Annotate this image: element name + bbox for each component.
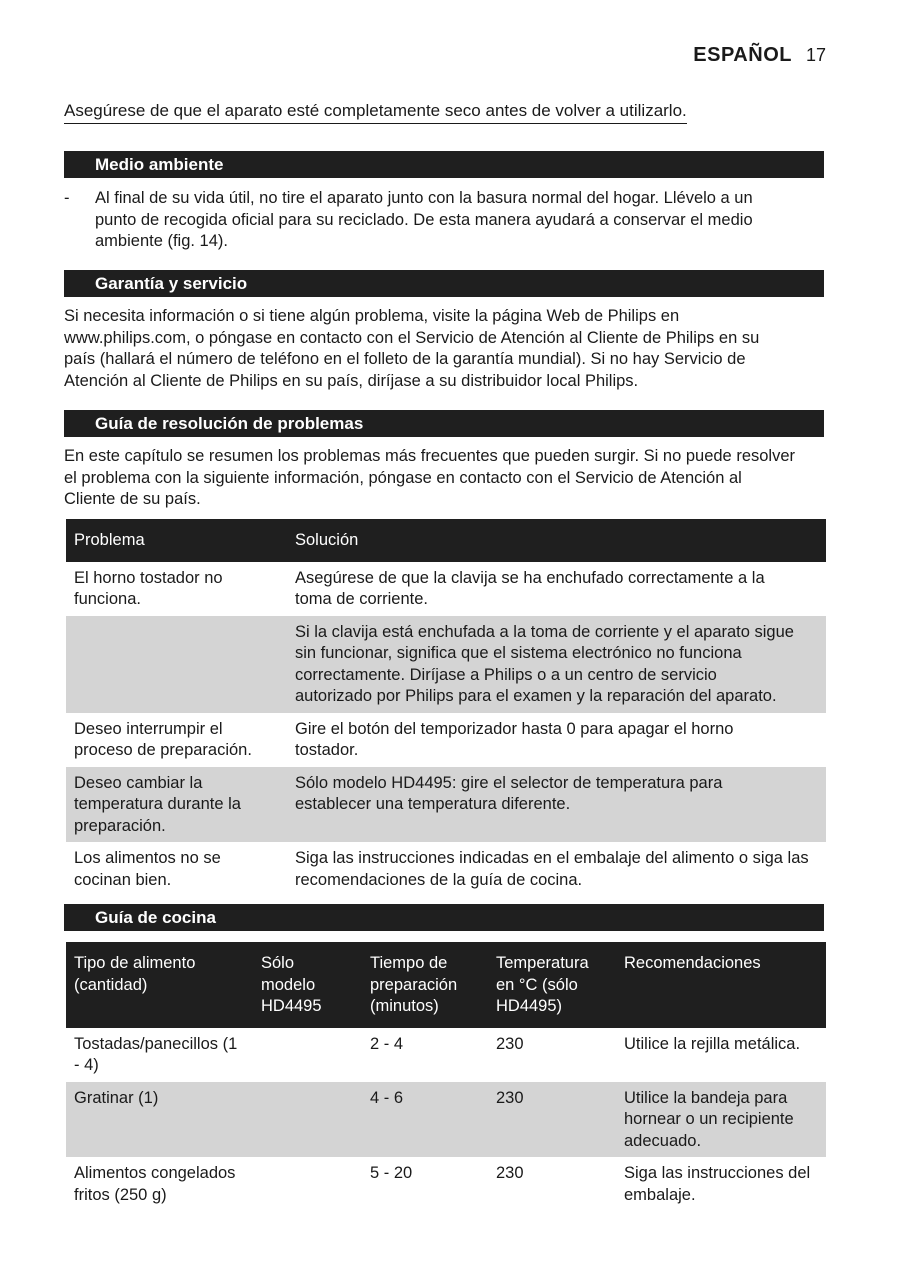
table-row (66, 842, 826, 896)
header-line: preparación (370, 975, 458, 994)
recommendation-cell (616, 1157, 826, 1211)
cell-line: recomendaciones de la guía de cocina. (295, 870, 583, 889)
cell-line: Asegúrese de que la clavija se ha enchufado correctamente a la (295, 568, 765, 587)
header-line: (cantidad) (74, 975, 148, 994)
time-cell: 2 - 4 (370, 1034, 404, 1053)
solution-cell (287, 616, 826, 713)
header-line: HD4495 (261, 997, 322, 1015)
cell-line: adecuado. (624, 1131, 702, 1150)
column-header-time (362, 942, 488, 1028)
header-line: en °C (sólo (496, 975, 578, 994)
cell-line: funciona. (74, 590, 141, 608)
recommendation-cell (616, 1028, 826, 1082)
solution-cell (287, 562, 826, 616)
header-line: modelo (261, 975, 316, 994)
bullet-line: punto de recogida oficial para su reciclado. De esta manera ayudará a conservar el medio (95, 210, 753, 229)
solution-cell (287, 713, 826, 767)
temperature-cell: 230 (488, 1082, 616, 1158)
table-row (66, 1028, 826, 1082)
cell-line: Deseo interrumpir el (74, 719, 223, 738)
header-line: Sólo (261, 954, 295, 972)
cell-line: tostador. (295, 741, 359, 759)
header-line: Temperatura (496, 954, 589, 972)
header-line: Tiempo de (370, 954, 448, 972)
column-header-problem: Problema (66, 519, 287, 562)
column-header-recommendations: Recomendaciones (616, 942, 826, 1028)
cell-line: Tostadas/panecillos (1 (74, 1034, 238, 1053)
cell-line: autorizado por Philips para el examen y la reparación del aparato. (295, 687, 777, 705)
table-header-row (66, 942, 826, 1028)
section-heading-cooking: Guía de cocina (64, 904, 824, 931)
para-line: Si necesita información o si tiene algún problema, visite la página Web de Philips en (64, 307, 680, 325)
table-row (66, 767, 826, 843)
cell-line: proceso de preparación. (74, 741, 252, 759)
cell-line: El horno tostador no (74, 568, 223, 587)
page-number: 17 (805, 45, 826, 65)
para-line-text: , o póngase en contacto con el Servicio de Atención al Cliente de Philips en su (185, 328, 760, 347)
dry-warning: Asegúrese de que el aparato esté completamente seco antes de volver a utilizarlo. (64, 100, 687, 124)
cell-line: correctamente. Diríjase a Philips o a un centro de servicio (295, 665, 717, 684)
column-header-solution: Solución (287, 519, 826, 562)
table-row (66, 713, 826, 767)
cell-line: Utilice la rejilla metálica. (624, 1034, 801, 1053)
cooking-table (66, 942, 826, 1211)
language-label: ESPAÑOL (693, 44, 792, 66)
cell-line: cocinan bien. (74, 870, 172, 889)
cell-line: Siga las instrucciones del (624, 1164, 811, 1182)
cell-line: Gire el botón del temporizador hasta 0 para apagar el horno (295, 719, 734, 738)
cell-line: Si la clavija está enchufada a la toma de corriente y el aparato sigue (295, 622, 794, 641)
problem-cell (66, 616, 287, 713)
column-header-food (66, 942, 253, 1028)
cell-line: hornear o un recipiente (624, 1110, 794, 1128)
header-line: HD4495) (496, 997, 563, 1015)
cell-line: - 4) (74, 1056, 99, 1074)
cell-line: Sólo modelo HD4495: gire el selector de temperatura para (295, 773, 723, 792)
temperature-cell: 230 (496, 1034, 524, 1053)
troubleshooting-intro (64, 446, 824, 511)
cell-line: preparación. (74, 816, 166, 835)
time-cell: 5 - 20 (370, 1164, 413, 1182)
model-cell (253, 1082, 362, 1158)
cell-line: Los alimentos no se (74, 849, 221, 867)
model-cell (253, 1157, 362, 1211)
solution-cell (287, 767, 826, 843)
problem-cell (66, 767, 287, 843)
cell-line: Siga las instrucciones indicadas en el embalaje del alimento o siga las (295, 849, 809, 867)
section-heading-warranty: Garantía y servicio (64, 270, 824, 297)
bullet-dash: - (64, 189, 70, 207)
cell-line: Deseo cambiar la (74, 773, 203, 792)
temperature-cell: 230 (496, 1164, 524, 1182)
cell-line: toma de corriente. (295, 590, 428, 608)
table-row (66, 562, 826, 616)
para-line: En este capítulo se resumen los problemas más frecuentes que pueden surgir. Si no puede resolver (64, 447, 796, 465)
troubleshooting-table (66, 519, 826, 896)
solution-cell (287, 842, 826, 896)
model-cell (253, 1028, 362, 1082)
table-header-row (66, 519, 826, 562)
cell-line: temperatura durante la (74, 795, 241, 813)
bullet-line: ambiente (fig. 14). (95, 232, 228, 250)
section-heading-troubleshooting: Guía de resolución de problemas (64, 410, 824, 437)
food-cell (66, 1157, 253, 1211)
food-cell (66, 1028, 253, 1082)
cell-line: fritos (250 g) (74, 1185, 167, 1204)
para-line: Cliente de su país. (64, 490, 201, 508)
food-cell (66, 1082, 253, 1158)
column-header-temperature (488, 942, 616, 1028)
header-line: Tipo de alimento (74, 954, 196, 972)
warranty-paragraph (64, 306, 824, 392)
philips-link[interactable]: www.philips.com (64, 328, 186, 347)
para-line: país (hallará el número de teléfono en el folleto de la garantía mundial). Si no hay Servicio de (64, 350, 746, 368)
environment-bullet (64, 188, 824, 253)
cell-line: embalaje. (624, 1185, 696, 1204)
table-row (66, 616, 826, 713)
table-row (66, 1082, 826, 1158)
para-line: Atención al Cliente de Philips en su país, diríjase a su distribuidor local Philips. (64, 371, 639, 390)
recommendation-cell (616, 1082, 826, 1158)
running-header (693, 44, 826, 67)
cell-line: establecer una temperatura diferente. (295, 795, 571, 813)
problem-cell (66, 842, 287, 896)
cell-line: Alimentos congelados (74, 1164, 236, 1182)
cell-line: sin funcionar, significa que el sistema electrónico no funciona (295, 644, 742, 662)
bullet-line: Al final de su vida útil, no tire el aparato junto con la basura normal del hogar. Llévelo a un (95, 189, 753, 207)
para-line: el problema con la siguiente información, póngase en contacto con el Servicio de Atención al (64, 468, 742, 487)
section-heading-environment: Medio ambiente (64, 151, 824, 178)
table-row (66, 1157, 826, 1211)
problem-cell (66, 713, 287, 767)
cell-line: Gratinar (1) (74, 1088, 159, 1107)
time-cell: 4 - 6 (362, 1082, 488, 1158)
problem-cell (66, 562, 287, 616)
cell-line: Utilice la bandeja para (624, 1088, 788, 1107)
column-header-model (253, 942, 362, 1028)
header-line: (minutos) (370, 997, 439, 1015)
para-line (64, 328, 824, 350)
